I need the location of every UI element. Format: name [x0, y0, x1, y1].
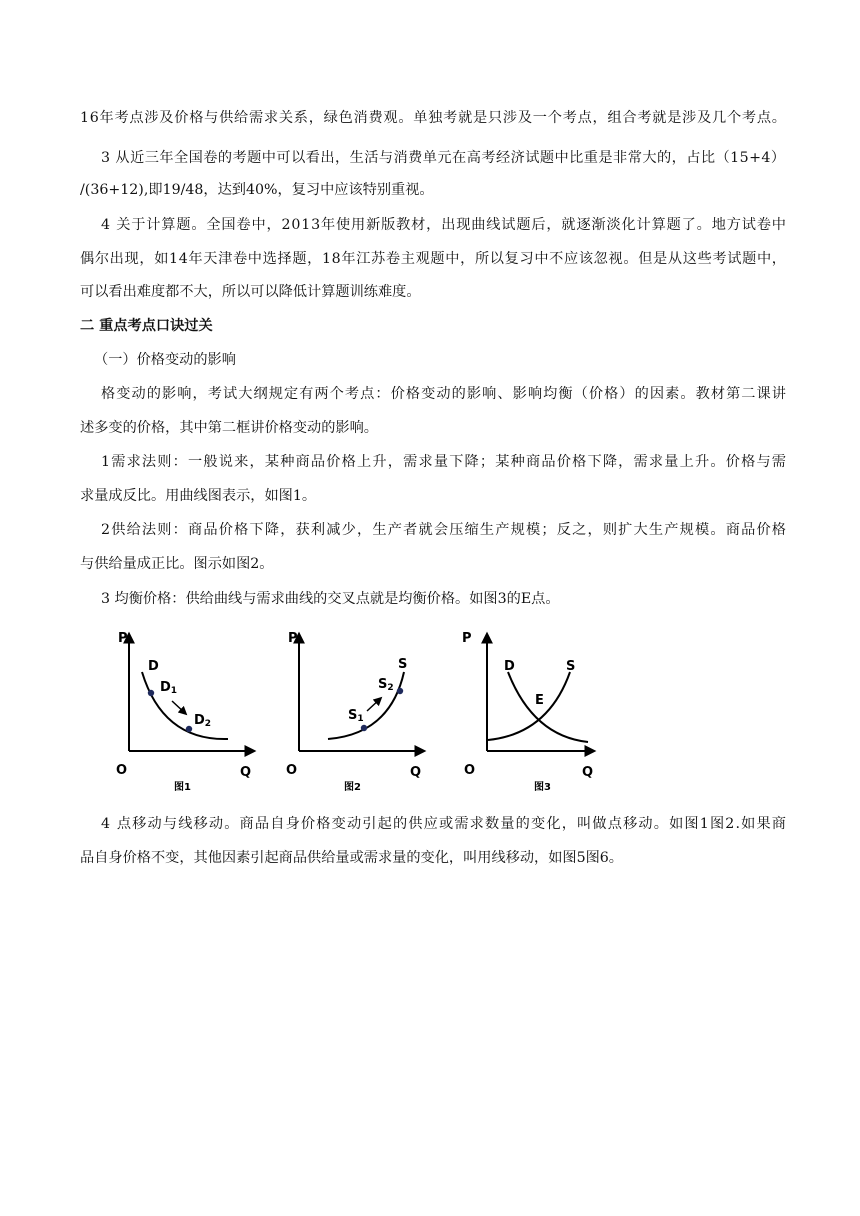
- equilibrium-label: E: [535, 693, 544, 708]
- text-line: /(36+12),即19/48，达到40%，复习中应该特别重视。: [80, 182, 434, 198]
- text-line: 16年考点涉及价格与供给需求关系，绿色消费观。单独考就是只涉及一个考点，组合考就是涉及几个考点。: [80, 110, 787, 126]
- figure-3-svg: [448, 626, 608, 796]
- text-line: 求量成反比。用曲线图表示，如图1。: [80, 488, 317, 504]
- paragraph-demand-law-line2: [80, 486, 316, 506]
- demand-label: D: [504, 659, 515, 674]
- text-line: 2供给法则：商品价格下降，获利减少，生产者就会压缩生产规模；反之，则扩大生产规模。商品价格: [101, 522, 788, 538]
- paragraph-point-4-line3: [80, 282, 421, 302]
- point-d1: [148, 690, 154, 696]
- y-axis-label: P: [118, 631, 128, 646]
- point-s2-label: S2: [378, 677, 394, 693]
- text-line: （一）价格变动的影响: [94, 352, 236, 368]
- paragraph-point-3-line1: [101, 148, 786, 168]
- text-line: 4 关于计算题。全国卷中，2013年使用新版教材，出现曲线试题后，就逐渐淡化计算题了。地方试卷中: [101, 217, 787, 233]
- point-s1: [361, 725, 367, 731]
- paragraph-price-change-line1: [101, 384, 787, 404]
- point-s1-label: S1: [348, 708, 364, 724]
- curve-label: D: [148, 659, 159, 674]
- point-d2: [186, 726, 192, 732]
- text-line: 品自身价格不变，其他因素引起商品供给量或需求量的变化，叫用线移动，如图5图6。: [80, 850, 623, 866]
- paragraph-point-3-line2: [80, 180, 434, 200]
- paragraph-topics-2016: [80, 108, 787, 128]
- section-heading: [80, 316, 213, 336]
- curve-label: S: [398, 657, 408, 672]
- paragraph-price-change-line2: [80, 418, 378, 438]
- paragraph-movement-line2: [80, 848, 623, 868]
- origin-label: O: [464, 763, 476, 778]
- figure-3-equilibrium: [448, 626, 608, 800]
- shift-arrow: [367, 698, 381, 711]
- figure-2-supply: [278, 626, 438, 800]
- origin-label: O: [116, 763, 128, 778]
- figure-2-svg: [278, 626, 438, 796]
- point-s2: [397, 688, 403, 694]
- paragraph-demand-law-line1: [101, 452, 787, 472]
- figure-1-demand: [108, 626, 268, 800]
- supply-label: S: [566, 659, 576, 674]
- subsection-heading: [94, 350, 236, 370]
- text-line: 3 均衡价格：供给曲线与需求曲线的交叉点就是均衡价格。如图3的E点。: [101, 591, 560, 607]
- text-line: 3 从近三年全国卷的考题中可以看出，生活与消费单元在高考经济试题中比重是非常大的，占比（15+4）: [101, 150, 786, 166]
- x-axis-label: Q: [582, 765, 594, 780]
- text-line: 二 重点考点口诀过关: [80, 318, 213, 334]
- x-axis-label: Q: [410, 765, 422, 780]
- point-d2-label: D2: [194, 713, 212, 729]
- figure-1-svg: [108, 626, 268, 796]
- paragraph-point-4-line2: [80, 249, 787, 269]
- paragraph-point-4-line1: [101, 215, 787, 235]
- text-line: 4 点移动与线移动。商品自身价格变动引起的供应或需求数量的变化，叫做点移动。如图1图2.如果商: [101, 816, 788, 832]
- text-line: 偶尔出现，如14年天津卷中选择题，18年江苏卷主观题中，所以复习中不应该忽视。但是从这些考试题中，: [80, 251, 787, 267]
- text-line: 与供给量成正比。图示如图2。: [80, 556, 274, 572]
- text-line: 1需求法则：一般说来，某种商品价格上升，需求量下降；某种商品价格下降，需求量上升。价格与需: [101, 454, 788, 470]
- paragraph-supply-law-line1: [101, 520, 787, 540]
- text-line: 可以看出难度都不大，所以可以降低计算题训练难度。: [80, 284, 421, 300]
- figure-caption: 图1: [174, 782, 191, 793]
- point-d1-label: D1: [160, 680, 178, 696]
- paragraph-equilibrium: [101, 589, 560, 609]
- origin-label: O: [286, 763, 298, 778]
- supply-curve: [488, 672, 570, 740]
- paragraph-supply-law-line2: [80, 554, 273, 574]
- paragraph-movement-line1: [101, 814, 787, 834]
- text-line: 格变动的影响，考试大纲规定有两个考点：价格变动的影响、影响均衡（价格）的因素。教材第二课讲: [101, 386, 788, 402]
- text-line: 述多变的价格，其中第二框讲价格变动的影响。: [80, 420, 378, 436]
- x-axis-label: Q: [240, 765, 252, 780]
- demand-curve: [142, 672, 228, 739]
- y-axis-label: P: [462, 631, 472, 646]
- figure-caption: 图3: [534, 782, 551, 793]
- figure-caption: 图2: [344, 782, 361, 793]
- y-axis-label: P: [288, 631, 298, 646]
- shift-arrow: [172, 701, 186, 714]
